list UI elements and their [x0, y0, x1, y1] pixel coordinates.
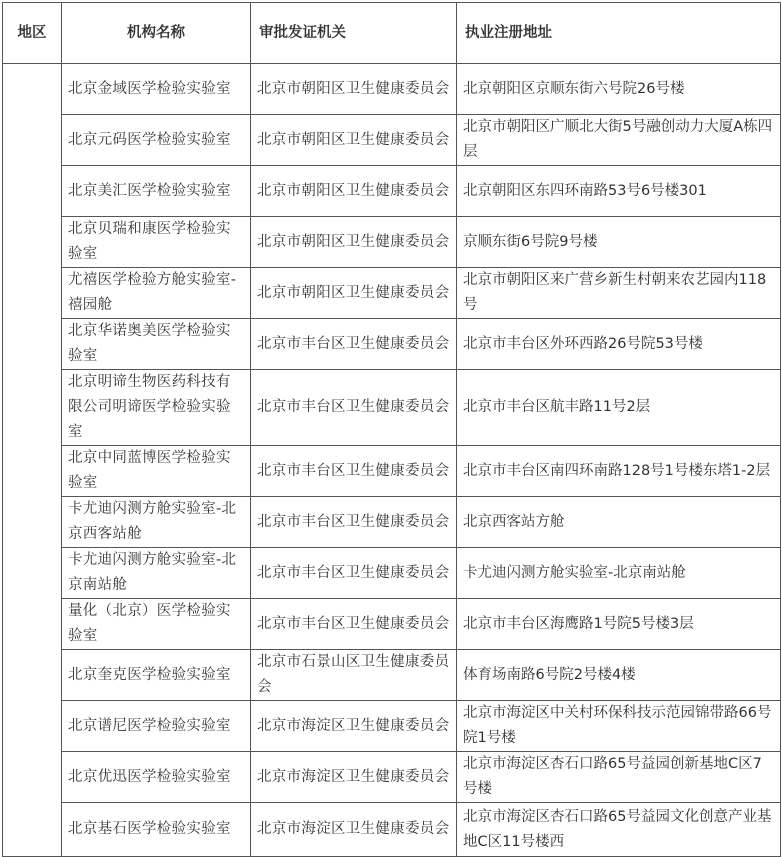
registered-address: 北京市丰台区外环西路26号院53号楼 [457, 319, 781, 370]
table-row [3, 217, 781, 268]
registered-address: 北京朝阳区东四环南路53号6号楼301 [457, 166, 781, 217]
table-row [3, 446, 781, 497]
issuing-authority: 北京市朝阳区卫生健康委员会 [251, 64, 457, 115]
table-row [3, 166, 781, 217]
issuing-authority: 北京市朝阳区卫生健康委员会 [251, 217, 457, 268]
institution-name: 北京贝瑞和康医学检验实验室 [62, 217, 251, 268]
registered-address: 北京市朝阳区来广营乡新生村朝来农艺园内118号 [457, 268, 781, 319]
table-row [3, 548, 781, 599]
header-authority: 审批发证机关 [251, 3, 457, 64]
registered-address: 北京市丰台区航丰路11号2层 [457, 370, 781, 446]
table-row [3, 803, 781, 857]
registered-address: 北京朝阳区京顺东街六号院26号楼 [457, 64, 781, 115]
issuing-authority: 北京市海淀区卫生健康委员会 [251, 803, 457, 857]
table-row [3, 319, 781, 370]
issuing-authority: 北京市朝阳区卫生健康委员会 [251, 268, 457, 319]
table-row [3, 701, 781, 752]
table-row [3, 115, 781, 166]
issuing-authority: 北京市丰台区卫生健康委员会 [251, 599, 457, 650]
institution-name: 北京美汇医学检验实验室 [62, 166, 251, 217]
institution-name: 北京基石医学检验实验室 [62, 803, 251, 857]
issuing-authority: 北京市丰台区卫生健康委员会 [251, 446, 457, 497]
lab-registry-table [2, 2, 781, 857]
issuing-authority: 北京市朝阳区卫生健康委员会 [251, 166, 457, 217]
institution-name: 北京元码医学检验实验室 [62, 115, 251, 166]
table-row [3, 64, 781, 115]
registered-address: 北京市丰台区海鹰路1号院5号楼3层 [457, 599, 781, 650]
institution-name: 卡尤迪闪测方舱实验室-北京西客站舱 [62, 497, 251, 548]
table-row [3, 650, 781, 701]
institution-name: 卡尤迪闪测方舱实验室-北京南站舱 [62, 548, 251, 599]
issuing-authority: 北京市丰台区卫生健康委员会 [251, 497, 457, 548]
region-cell [3, 64, 62, 857]
institution-name: 量化（北京）医学检验实验室 [62, 599, 251, 650]
institution-name: 北京金域医学检验实验室 [62, 64, 251, 115]
registered-address: 北京市丰台区南四环南路128号1号楼东塔1-2层 [457, 446, 781, 497]
registered-address: 北京市朝阳区广顺北大街5号融创动力大厦A栋四层 [457, 115, 781, 166]
header-name: 机构名称 [62, 3, 251, 64]
table-row [3, 599, 781, 650]
issuing-authority: 北京市石景山区卫生健康委员会 [251, 650, 457, 701]
institution-name: 北京中同蓝博医学检验实验室 [62, 446, 251, 497]
issuing-authority: 北京市丰台区卫生健康委员会 [251, 548, 457, 599]
registered-address: 北京西客站方舱 [457, 497, 781, 548]
institution-name: 尤禧医学检验方舱实验室-禧园舱 [62, 268, 251, 319]
institution-name: 北京奎克医学检验实验室 [62, 650, 251, 701]
issuing-authority: 北京市朝阳区卫生健康委员会 [251, 115, 457, 166]
registered-address: 北京市海淀区杏石口路65号益园文化创意产业基地C区11号楼西 [457, 803, 781, 857]
registered-address: 京顺东街6号院9号楼 [457, 217, 781, 268]
institution-name: 北京谱尼医学检验实验室 [62, 701, 251, 752]
registered-address: 卡尤迪闪测方舱实验室-北京南站舱 [457, 548, 781, 599]
registered-address: 北京市海淀区杏石口路65号益园创新基地C区7号楼 [457, 752, 781, 803]
table-row [3, 370, 781, 446]
table-row [3, 752, 781, 803]
header-address: 执业注册地址 [457, 3, 781, 64]
issuing-authority: 北京市海淀区卫生健康委员会 [251, 701, 457, 752]
issuing-authority: 北京市丰台区卫生健康委员会 [251, 370, 457, 446]
table-row [3, 497, 781, 548]
registered-address: 体育场南路6号院2号楼4楼 [457, 650, 781, 701]
institution-name: 北京华诺奥美医学检验实验室 [62, 319, 251, 370]
institution-name: 北京优迅医学检验实验室 [62, 752, 251, 803]
registered-address: 北京市海淀区中关村环保科技示范园锦带路66号院1号楼 [457, 701, 781, 752]
header-region: 地区 [3, 3, 62, 64]
issuing-authority: 北京市丰台区卫生健康委员会 [251, 319, 457, 370]
header-row [3, 3, 781, 64]
table-row [3, 268, 781, 319]
issuing-authority: 北京市海淀区卫生健康委员会 [251, 752, 457, 803]
institution-name: 北京明谛生物医药科技有限公司明谛医学检验实验室 [62, 370, 251, 446]
